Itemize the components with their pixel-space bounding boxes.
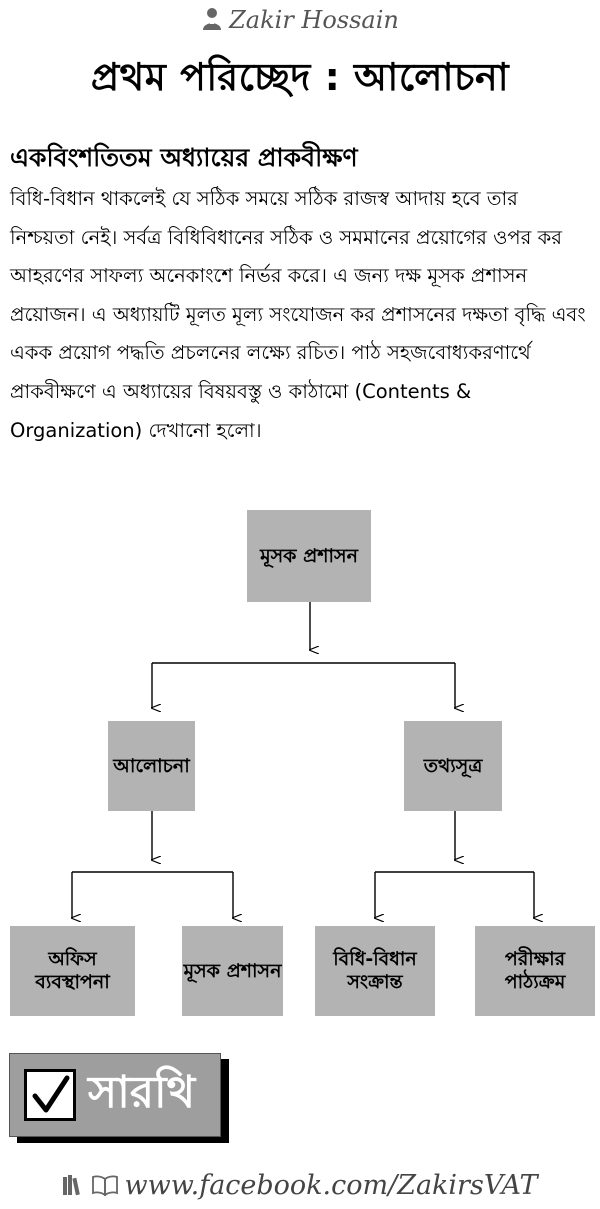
chart-branch-node-1: আলোচনা [108,721,195,811]
chart-leaf-node-4: পরীক্ষার পাঠ্যক্রম [475,926,595,1016]
checkbox-icon [24,1069,76,1121]
brand-logo [9,1053,221,1137]
chart-root-node: মূসক প্রশাসন [247,510,371,602]
page-title: প্রথম পরিচ্ছেদ : আলোচনা [90,55,510,99]
open-book-icon [92,1172,118,1203]
section-heading: একবিংশতিতম অধ্যায়ের প্রাকবীক্ষণ [10,143,358,172]
footer-link[interactable] [0,1170,600,1203]
brand-name: সারথি [88,1066,196,1118]
author-name: Zakir Hossain [229,6,399,34]
chart-leaf-node-2: মূসক প্রশাসন [182,926,283,1016]
chart-leaf-node-1: অফিস ব্যবস্থাপনা [10,926,135,1016]
chart-branch-node-2: তথ্যসূত্র [404,721,502,811]
body-paragraph: বিধি-বিধান থাকলেই যে সঠিক সময়ে সঠিক রাজস্ব আদায় হবে তার নিশ্চয়তা নেই। সর্বত্র বিধিবিধানের সঠিক ও সমমানের প্রয়োগের ওপর কর আহরণের সাফল্য অনেকাংশে নির্ভর করে। এ জন্য দক্ষ মূসক প্রশাসন প্রয়োজন। এ অধ্যায়টি মূলত মূল্য সংযোজন কর প্রশাসনের দক্ষতা বৃদ্ধি এবং একক প্রয়োগ পদ্ধতি প্রচলনের লক্ষ্যে রচিত। পাঠ সহজবোধ্যকরণার্থে প্রাকবীক্ষণে এ অধ্যায়ের বিষয়বস্তু ও কাঠামো (Contents & Organization) দেখানো হলো। [10,187,586,442]
chart-leaf-node-3: বিধি-বিধান সংক্রান্ত [315,926,435,1016]
books-icon [62,1172,86,1203]
footer-url[interactable]: www.facebook.com/ZakirsVAT [124,1170,538,1201]
